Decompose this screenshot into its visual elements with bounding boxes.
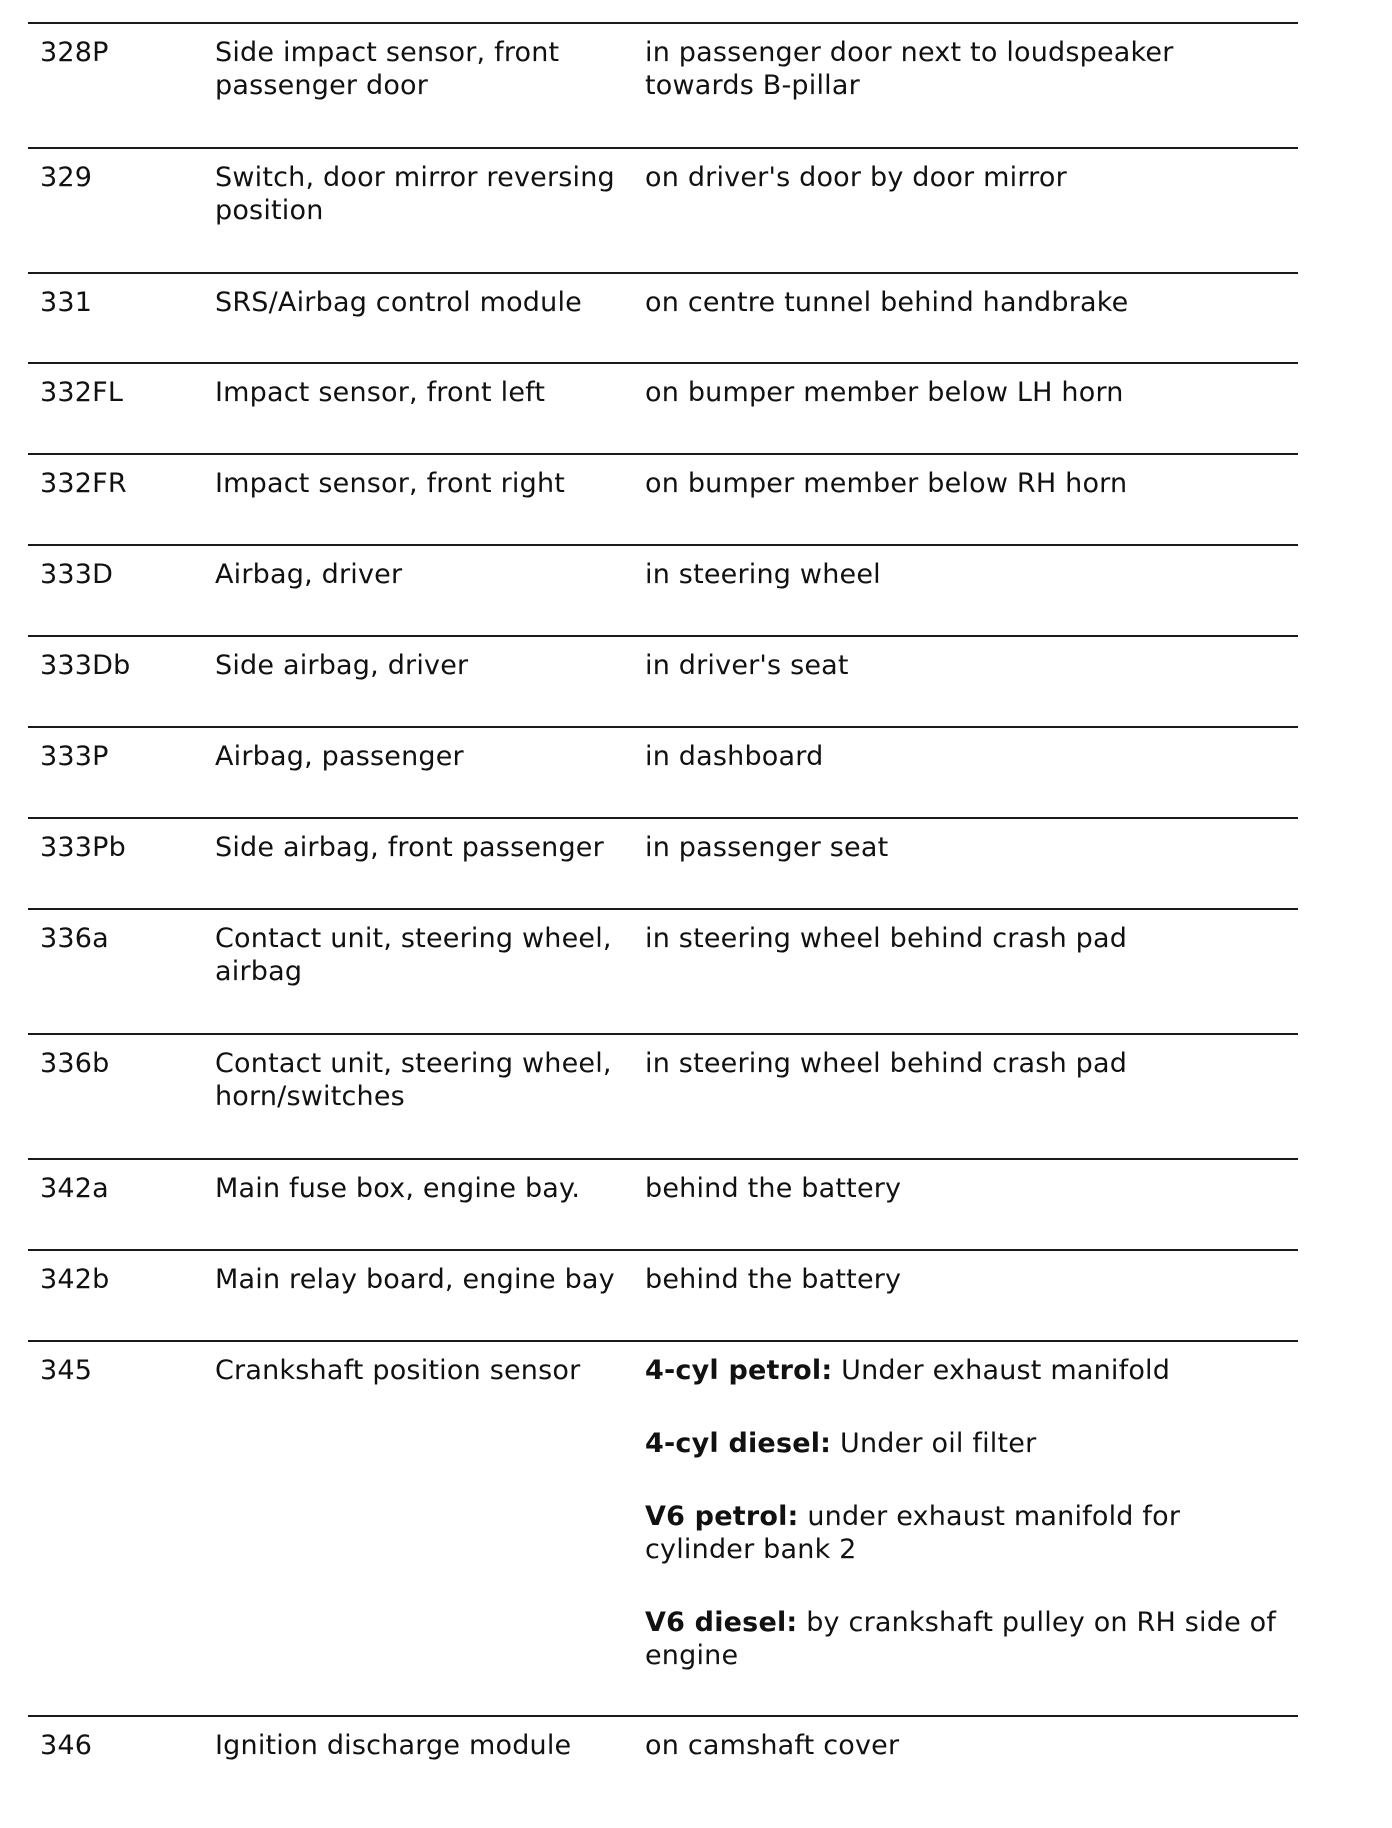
component-location (645, 1035, 1298, 1080)
location-line (645, 831, 1278, 864)
component-code: 336a (40, 923, 109, 954)
component-name: Impact sensor, front right (215, 468, 566, 499)
component-code: 333Db (40, 650, 131, 681)
location-text: Under exhaust manifold (841, 1355, 1171, 1386)
location-line (645, 1047, 1278, 1080)
table-row (28, 1033, 1298, 1158)
component-code: 333Pb (40, 832, 126, 863)
table-row (28, 1340, 1298, 1715)
component-location (645, 455, 1298, 500)
component-name: Ignition discharge module (215, 1730, 572, 1761)
component-location (645, 364, 1298, 409)
component-location (645, 1160, 1298, 1205)
component-code: 342b (40, 1264, 110, 1295)
component-code: 336b (40, 1048, 110, 1079)
component-location (645, 546, 1298, 591)
location-text: on driver's door by door mirror (645, 162, 1067, 193)
table-row (28, 362, 1298, 453)
engine-variant-label: 4-cyl diesel: (645, 1428, 832, 1459)
component-location (645, 819, 1298, 864)
location-text: in steering wheel (645, 559, 881, 590)
component-code: 332FL (40, 377, 124, 408)
table-row (28, 453, 1298, 544)
component-code: 333D (40, 559, 114, 590)
component-code: 333P (40, 741, 109, 772)
component-location (645, 728, 1298, 773)
component-location (645, 910, 1298, 955)
location-line (645, 36, 1278, 102)
component-code: 332FR (40, 468, 127, 499)
table-row (28, 22, 1298, 147)
table-row (28, 1715, 1298, 1785)
component-name: Main relay board, engine bay (215, 1264, 615, 1295)
location-text: on centre tunnel behind handbrake (645, 287, 1129, 318)
location-line (645, 1263, 1278, 1296)
table-row (28, 908, 1298, 1033)
location-text: on bumper member below RH horn (645, 468, 1128, 499)
table-row (28, 1158, 1298, 1249)
location-line (645, 286, 1278, 319)
location-text: in passenger door next to loudspeaker towards B-pillar (645, 37, 1174, 101)
location-line (645, 161, 1278, 194)
location-text: Under oil filter (839, 1428, 1037, 1459)
component-name: Side airbag, front passenger (215, 832, 604, 863)
engine-variant-label: V6 diesel: (645, 1607, 798, 1638)
location-line (645, 1354, 1278, 1387)
table-row (28, 635, 1298, 726)
table-row (28, 272, 1298, 362)
location-text: by crankshaft pulley on RH side of engine (645, 1607, 1277, 1671)
component-name: Airbag, passenger (215, 741, 464, 772)
component-code: 329 (40, 162, 93, 193)
component-location (645, 1342, 1298, 1672)
component-name: Side impact sensor, front passenger door (215, 37, 560, 101)
location-line (645, 1500, 1278, 1566)
location-text: in driver's seat (645, 650, 849, 681)
component-name: Contact unit, steering wheel, horn/switches (215, 1048, 612, 1112)
component-name: Airbag, driver (215, 559, 403, 590)
location-text: in passenger seat (645, 832, 889, 863)
location-text: in steering wheel behind crash pad (645, 923, 1128, 954)
location-line (645, 558, 1278, 591)
component-location (645, 637, 1298, 682)
component-location (645, 24, 1298, 102)
table-row (28, 147, 1298, 272)
location-line (645, 376, 1278, 409)
location-line (645, 740, 1278, 773)
component-code: 331 (40, 287, 93, 318)
location-line (645, 1606, 1278, 1672)
table-row (28, 817, 1298, 908)
location-line (645, 1729, 1278, 1762)
location-line (645, 922, 1278, 955)
location-line (645, 649, 1278, 682)
location-line (645, 467, 1278, 500)
location-text: on bumper member below LH horn (645, 377, 1124, 408)
table-row (28, 1249, 1298, 1340)
component-code: 342a (40, 1173, 109, 1204)
component-name: Side airbag, driver (215, 650, 469, 681)
component-name: SRS/Airbag control module (215, 287, 582, 318)
component-name: Contact unit, steering wheel, airbag (215, 923, 612, 987)
component-location-table (28, 22, 1298, 1785)
table-row (28, 726, 1298, 817)
engine-variant-label: 4-cyl petrol: (645, 1355, 833, 1386)
component-name: Switch, door mirror reversing position (215, 162, 615, 226)
location-text: in steering wheel behind crash pad (645, 1048, 1128, 1079)
component-code: 345 (40, 1355, 93, 1386)
location-text: behind the battery (645, 1264, 902, 1295)
component-location (645, 1251, 1298, 1296)
table-row (28, 544, 1298, 635)
engine-variant-label: V6 petrol: (645, 1501, 799, 1532)
location-line (645, 1172, 1278, 1205)
component-code: 346 (40, 1730, 93, 1761)
component-location (645, 149, 1298, 194)
component-name: Impact sensor, front left (215, 377, 546, 408)
component-location (645, 274, 1298, 319)
location-line (645, 1427, 1278, 1460)
location-text: on camshaft cover (645, 1730, 900, 1761)
location-text: under exhaust manifold for cylinder bank 2 (645, 1501, 1181, 1565)
component-name: Crankshaft position sensor (215, 1355, 581, 1386)
location-text: behind the battery (645, 1173, 902, 1204)
component-code: 328P (40, 37, 109, 68)
component-location (645, 1717, 1298, 1762)
component-name: Main fuse box, engine bay. (215, 1173, 581, 1204)
location-text: in dashboard (645, 741, 824, 772)
